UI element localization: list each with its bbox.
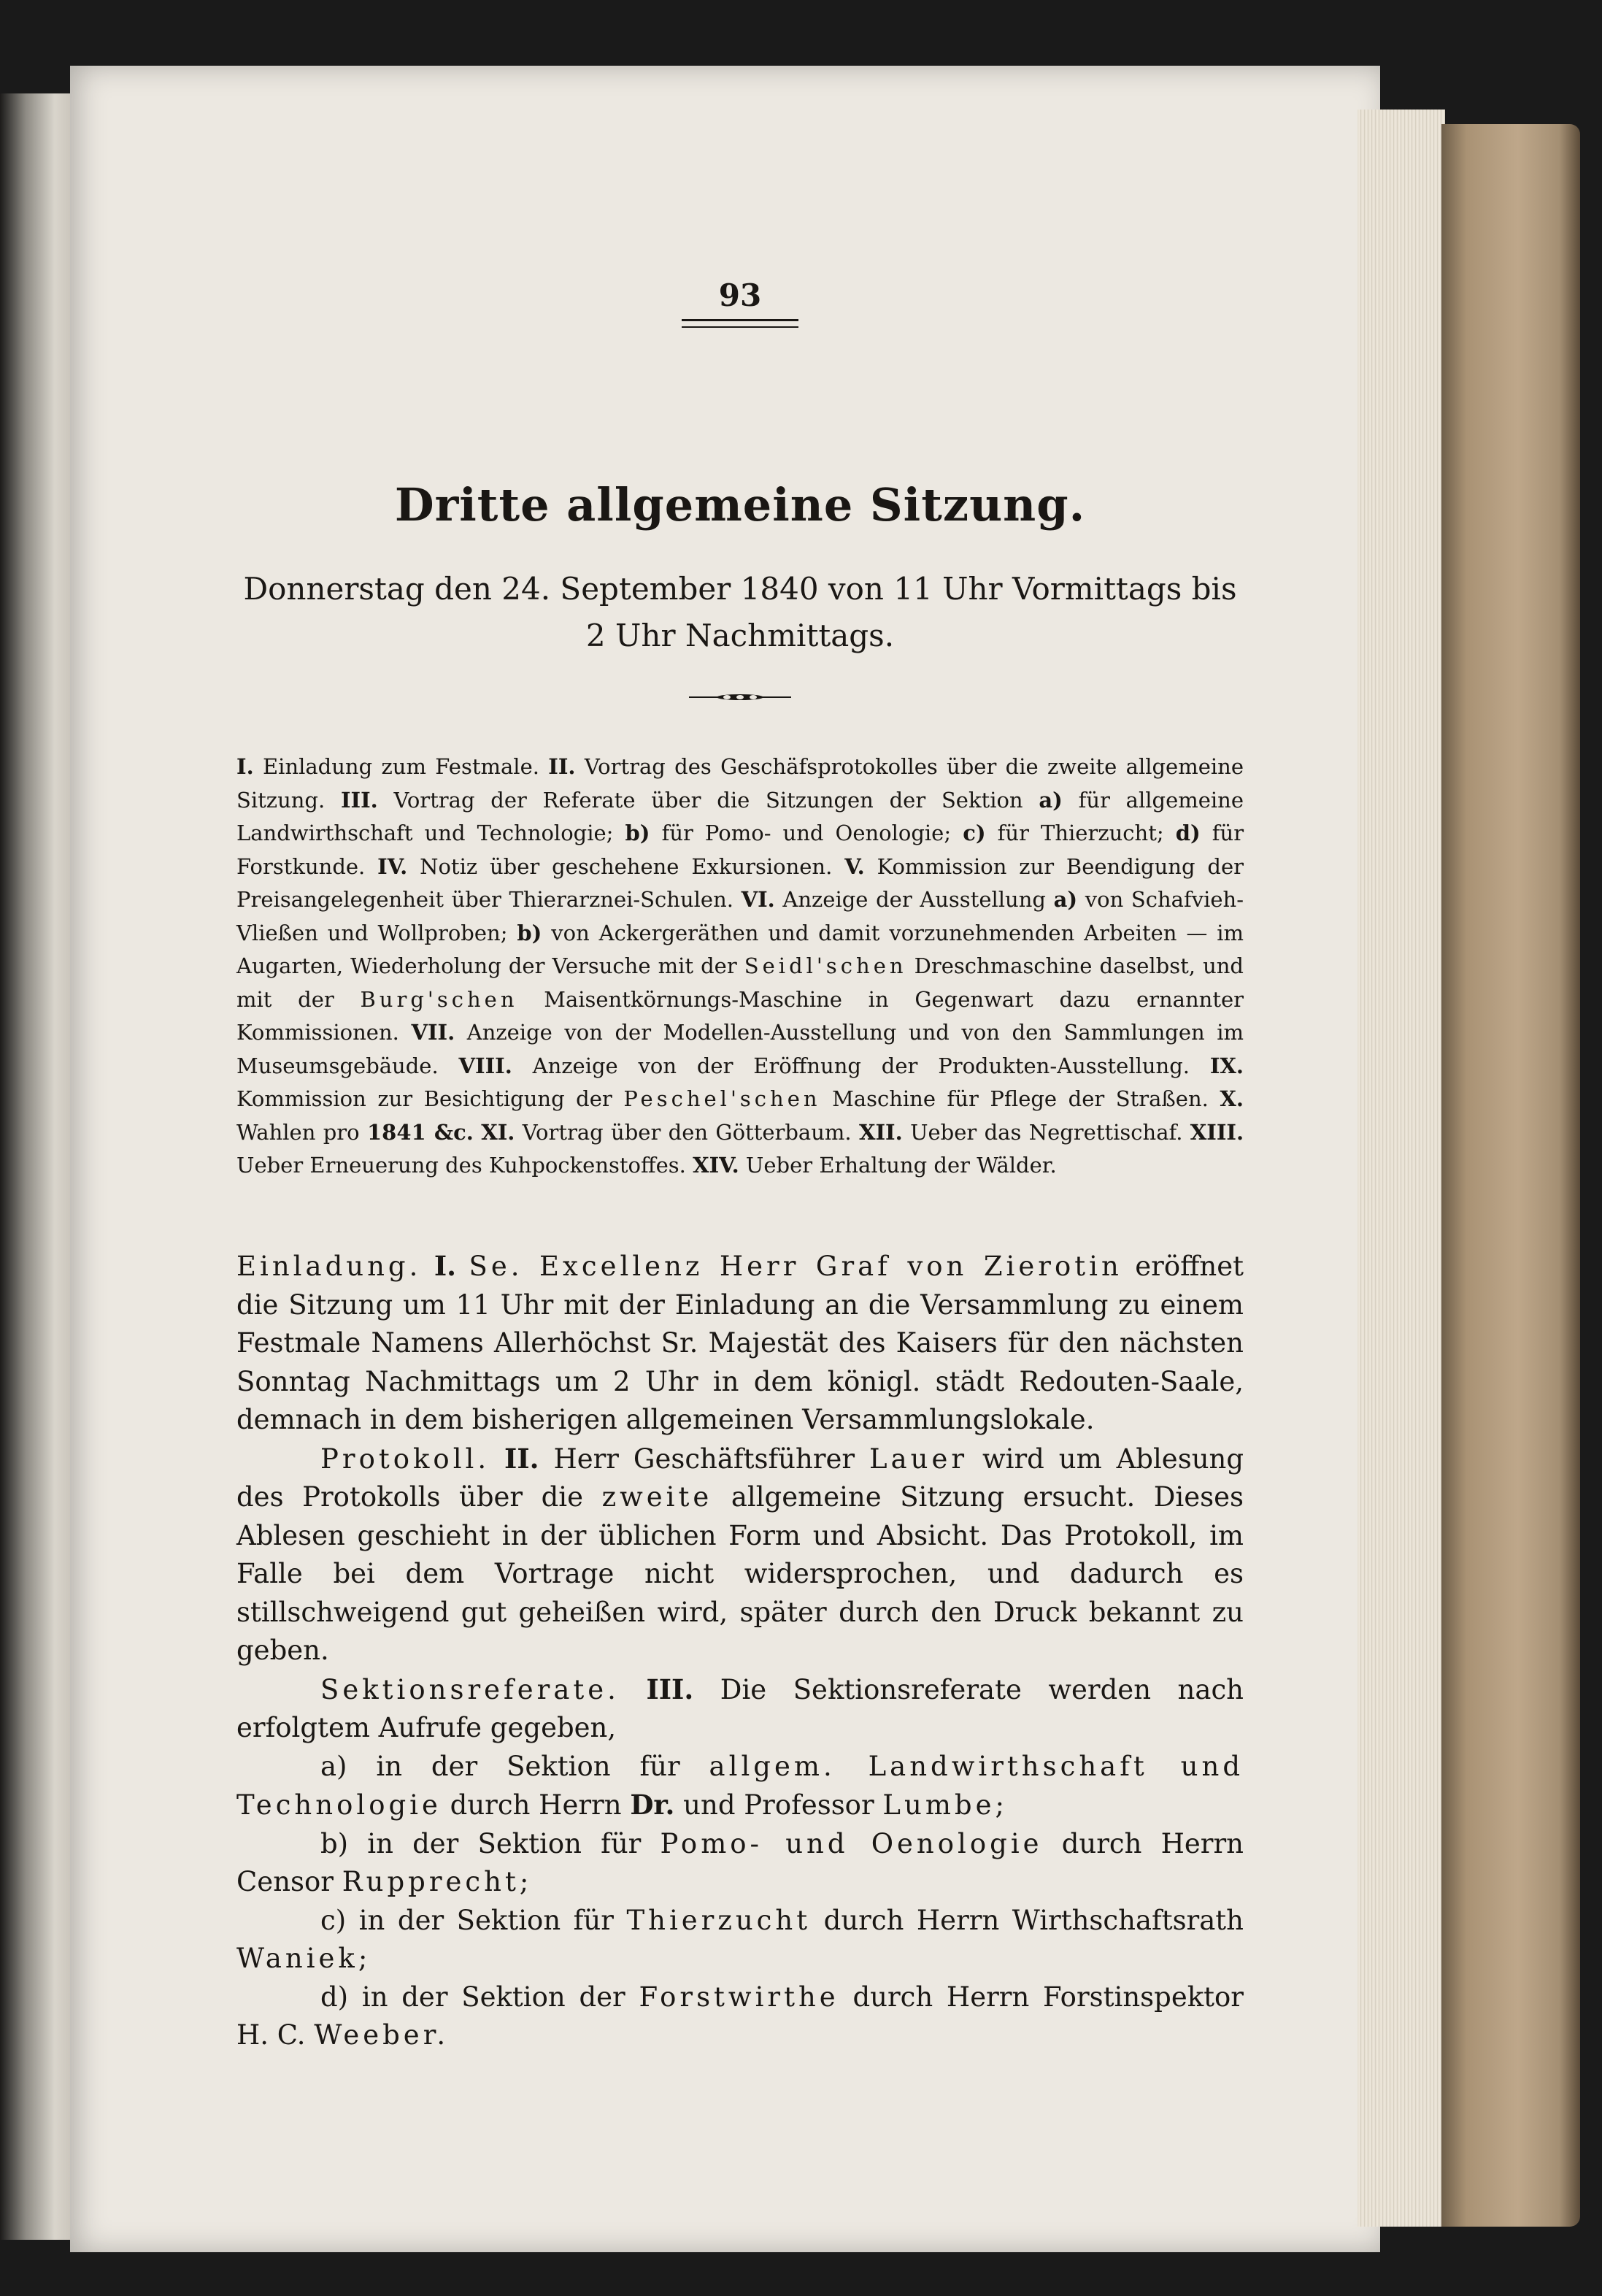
item-b-label: b) [320,1827,349,1859]
summary-item-10b: 1841 &c. [366,1119,474,1145]
summary-num-14: XIV. [693,1153,739,1178]
summary-item-6e: Maisentkörnungs-Maschine in Gegenwart dazu ernannter Kommissionen. [236,986,1244,1045]
summary-item-13: Ueber Erneuerung des Kuhpockenstoffes. [236,1153,686,1178]
invitation-text: eröffnet die Sitzung um 11 Uhr mit der Einladung an die Versammlung zu einem Festmale Namens Allerhöchst Sr. Majestät des Kaisers für den nächsten Sonntag Nachmittags um 2 Uhr in dem königl. städt Redouten-Saale, demnach in dem bisherigen allgemeinen Versammlungslokale. [236,1251,1244,1435]
summary-item-9b: Maschine für Pflege der Straßen. [832,1086,1209,1111]
left-page-edge [0,93,73,2240]
invitation-num: I. [434,1250,457,1282]
summary-item-8: Anzeige von der Eröffnung der Produkten-Ausstellung. [532,1053,1190,1078]
protocol-text-b: wird um Ablesung des Protokolls über die [236,1443,1244,1513]
summary-num-13: XIII. [1190,1119,1244,1145]
summary-item-14: Ueber Erhaltung der Wälder. [745,1153,1057,1178]
page-title: Dritte allgemeine Sitzung. [394,478,1086,531]
item-c-text1: in der Sektion für [358,1904,614,1936]
summary-item-3: Vortrag der Referate über die Sitzungen der Sektion [393,787,1023,813]
summary-item-3a: für allgemeine Landwirthschaft und Technologie; [236,787,1244,845]
session-date [236,566,1244,659]
page-edges [1358,110,1445,2227]
item-c-text2: durch Herrn Wirthschaftsrath [823,1904,1244,1936]
paragraph-protocol [236,1440,1244,1670]
summary-sub-6b: b) [517,920,542,945]
item-a-dr: Dr. [630,1789,675,1821]
summary-item-2: Vortrag des Geschäfsprotokolles über die zweite allgemeine Sitzung. [236,754,1244,813]
summary-num-7: VII. [411,1020,455,1045]
protocol-name: Lauer [869,1443,968,1475]
paragraph-section-reports [236,1670,1244,1748]
page-number: 93 [718,277,762,313]
item-d-label: d) [320,1981,349,2013]
summary-sub-a: a) [1039,787,1063,813]
summary-sub-6a: a) [1053,887,1078,912]
item-a-label: a) [320,1750,347,1782]
summary-item-9a: Kommission zur Besichtigung der [236,1086,612,1111]
summary-name-seidl: Seidl'schen [744,953,907,978]
item-d-section: Forstwirthe [639,1981,839,2013]
summary-item-11: Vortrag über den Götterbaum. [522,1119,852,1145]
summary-num-5: V. [844,853,865,879]
protocol-em: zweite [601,1481,713,1513]
summary-sub-d: d) [1175,821,1201,845]
ornament-divider [689,694,791,701]
summary-item-4: Notiz über geschehene Exkursionen. [420,853,833,879]
item-c-label: c) [320,1904,347,1936]
summary-item-3c: für Thierzucht; [997,821,1164,845]
summary-num-8: VIII. [458,1053,512,1078]
protocol-label: Protokoll. [320,1443,490,1475]
report-item-a [236,1748,1244,1825]
protocol-text-c: allgemeine Sitzung ersucht. Dieses Ablesen geschieht in der üblichen Form und Absicht. Das Protokoll, im Falle bei dem Vortrage nicht widersprochen, und dadurch es stillschweigend gut geheißen wird, später durch den Druck bekannt zu geben. [236,1481,1244,1666]
item-a-text3: und Professor [683,1789,874,1821]
summary-item-12: Ueber das Negrettischaf. [910,1119,1183,1145]
protocol-text-a: Herr Geschäftsführer [553,1443,855,1475]
summary-num-4: IV. [377,853,408,879]
summary-num-1: I. [236,754,254,779]
item-a-text2: durch Herrn [450,1789,622,1821]
item-a-text1: in der Sektion für [376,1750,680,1782]
invitation-name: Se. Excellenz Herr Graf von Zierotin [469,1251,1122,1282]
invitation-label: Einladung. [236,1251,422,1282]
summary-item-3d: für Forstkunde. [236,821,1244,879]
summary-item-6a: Anzeige der Ausstellung [782,887,1046,912]
session-date-line1: Donnerstag den 24. September 1840 von 11 Uhr Vormittags bis [243,571,1237,607]
summary-item-6c: von Ackergeräthen und damit vorzunehmenden Arbeiten — im Augarten, Wiederholung der Versuche mit der [236,920,1244,978]
report-item-d [236,1978,1244,2055]
summary-num-3: III. [340,787,378,813]
minutes-body [236,1247,1244,2055]
summary-item-7: Anzeige von der Modellen-Ausstellung und von den Sammlungen im Museumsgebäude. [236,1020,1244,1078]
summary-num-2: II. [548,754,576,779]
page-number-rule [682,319,798,328]
summary-item-6d: Dreschmaschine daselbst, und mit der [236,953,1244,1012]
report-item-c [236,1902,1244,1978]
report-item-b [236,1825,1244,1902]
summary-num-11: XI. [481,1119,515,1145]
summary-num-6: VI. [741,887,775,912]
item-d-text2: durch Herrn Forstinspektor H. C. [236,1981,1244,2051]
reports-text: Die Sektionsreferate werden nach erfolgtem Aufrufe gegeben, [236,1673,1244,1743]
summary-item-3b: für Pomo- und Oenologie; [661,821,952,845]
reports-num: III. [646,1673,694,1705]
item-b-section: Pomo- und Oenologie [660,1827,1043,1859]
book-page [70,66,1380,2252]
summary-item-10a: Wahlen pro [236,1119,360,1145]
session-summary [236,750,1244,1183]
item-b-text1: in der Sektion für [367,1827,642,1859]
summary-sub-c: c) [963,821,986,845]
book-spine [1441,124,1580,2227]
item-d-name: Weeber. [314,2019,450,2051]
summary-name-peschel: Peschel'schen [623,1086,821,1111]
protocol-num: II. [504,1442,539,1475]
summary-sub-b: b) [625,821,650,845]
paragraph-invitation [236,1247,1244,1440]
reports-label: Sektionsreferate. [320,1673,620,1705]
summary-item-5: Kommission zur Beendigung der Preisangelegenheit über Thierarznei-Schulen. [236,853,1244,912]
item-c-section: Thierzucht [626,1904,812,1936]
item-d-text1: in der Sektion der [361,1981,625,2013]
item-c-name: Waniek; [236,1943,371,1974]
session-date-line2: 2 Uhr Nachmittags. [585,618,895,653]
summary-num-9: IX. [1209,1053,1244,1078]
summary-name-burg: Burg'schen [360,986,518,1012]
item-b-name: Rupprecht; [342,1866,533,1897]
item-a-name: Lumbe; [882,1789,1008,1821]
item-b-text2: durch Herrn Censor [236,1827,1244,1897]
summary-item-6b: von Schafvieh-Vließen und Wollproben; [236,887,1244,945]
summary-num-10: X. [1220,1086,1244,1111]
summary-item-1: Einladung zum Festmale. [263,754,539,779]
summary-num-12: XII. [858,1119,903,1145]
item-a-section: allgem. Landwirthschaft und Technologie [236,1750,1244,1821]
